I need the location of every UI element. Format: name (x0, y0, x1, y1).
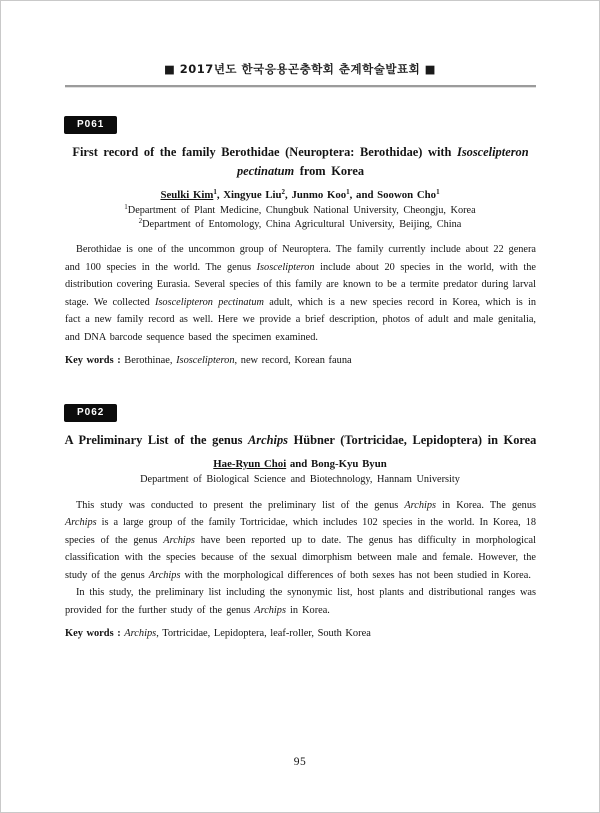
keywords-line: Key words : Berothinae, Isoscelipteron, new record, Korean fauna (65, 355, 352, 366)
affiliation-line: $^2$Department of Entomology, China Agricultural University, Beijing, China (138, 216, 462, 230)
abstract-number-badge: P062 (64, 404, 117, 422)
keywords-line: Key words : Archips, Tortricidae, Lepidoptera, leaf-roller, South Korea (65, 628, 371, 639)
page-number: 95 (293, 756, 307, 768)
author-line: Seulki Kim$^1$, Xingyue Liu$^2$, Junmo Koo$^1$, and Soowon Cho$^1$ (160, 188, 440, 201)
affiliation-line: $^1$Department of Plant Medicine, Chungbuk National University, Cheongju, Korea (124, 203, 476, 216)
abstract-number-badge: P061 (64, 116, 117, 134)
affiliation-block (1, 473, 599, 487)
affiliation-line: Department of Biological Science and Biotechnology, Hannam University (140, 474, 460, 485)
author-line: Hae-Ryun Choi and Bong-Kyu Byun (213, 458, 387, 470)
abstract-section-p061 (1, 114, 599, 368)
conference-header: ■ 2017년도 한국응용곤충학회 춘계학술발표회 ■ (163, 62, 437, 76)
abstract-paragraph: In this study, the preliminary list including the synonymic list, host plants and distributional ranges was provided for the further study of the genus Archips in Korea. (65, 587, 536, 616)
abstract-body (65, 497, 536, 620)
affiliation-block (1, 204, 599, 231)
abstract-paragraph: This study was conducted to present the preliminary list of the genus Archips in Korea. The genus Archips is a large group of the family Tortricidae, which includes 102 species in the world. In Korea, 18 species of the genus Archips have been reported up to date. The genus has difficulty in morphological classification with the species because of the sexual dimorphism between male and female. However, the study of the genus Archips with the morphological differences of both sexes has not been studied in Korea. (65, 499, 536, 581)
abstract-title: A Preliminary List of the genus Archips Hübner (Tortricidae, Lepidoptera) in Korea (64, 433, 537, 447)
abstract-body (65, 241, 536, 346)
header-rule (65, 85, 536, 88)
abstract-paragraph: Berothidae is one of the uncommon group of Neuroptera. The family currently include about 22 genera and 100 species in the world. The genus Isoscelipteron include about 20 species in the world, with the distribution covering Eurasia. Several species of this family are known to be a termite predator during larval stage. We collected Isoscelipteron pectinatum adult, which is a new species record in Korea, which is in fact a new family record as well. Here we provide a brief description, photos of adult and male genitalia, and DNA barcode sequence based the specimen examined. (65, 244, 536, 343)
abstract-section-p062 (1, 402, 599, 641)
abstract-title: First record of the family Berothidae (Neuroptera: Berothidae) with Isoscelipteron pectinatum from Korea (72, 145, 529, 178)
